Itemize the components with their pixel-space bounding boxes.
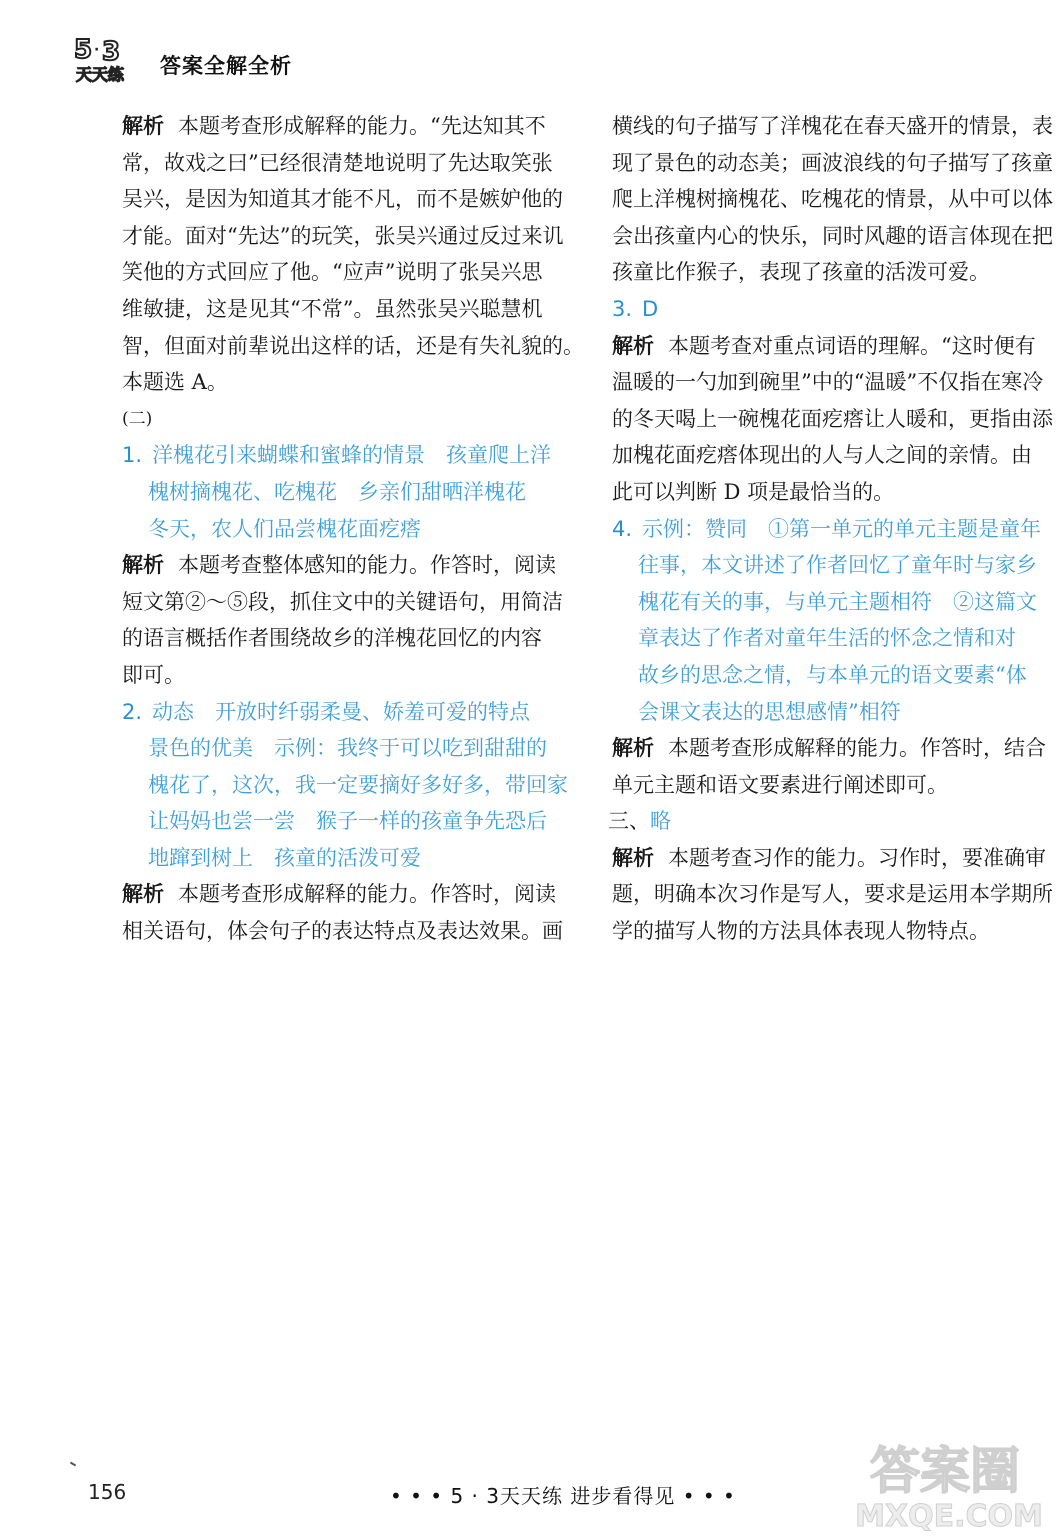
analysis-line: 孩童比作猴子，表现了孩童的活泼可爱。 [612, 260, 990, 285]
svg-text:天天练: 天天练 [76, 65, 125, 84]
question-number: 1. [122, 443, 143, 468]
analysis-line: 智，但面对前辈说出这样的话，还是有失礼貌的。 [122, 333, 584, 358]
section-answer: 略 [650, 809, 671, 834]
analysis-line: 本题选 A。 [122, 370, 228, 395]
left-column [122, 108, 584, 950]
analysis-line: 解析 本题考查整体感知的能力。作答时，阅读 [122, 553, 556, 578]
svg-text:·: · [94, 42, 100, 58]
analysis-tag: 解析 [612, 333, 654, 358]
section-heading-3 [608, 803, 1024, 840]
page-number: 156 [88, 1480, 127, 1504]
answer-line: 章表达了作者对童年生活的怀念之情和对 [638, 626, 1016, 651]
answer-line: 故乡的思念之情，与本单元的语文要素“体 [638, 662, 1027, 687]
analysis-line: 吴兴，是因为知道其才能不凡，而不是嫉妒他的 [122, 187, 563, 212]
brand-logo [72, 32, 142, 84]
answer-choice: D [642, 296, 659, 321]
analysis-line: 解析 本题考查习作的能力。习作时，要准确审 [612, 845, 1046, 870]
analysis-line: 解析 本题考查对重点词语的理解。“这时便有 [612, 333, 1036, 358]
analysis-line: 学的描写人物的方法具体表现人物特点。 [612, 919, 990, 944]
header-title: 答案全解全析 [160, 54, 292, 78]
right-column [608, 108, 1053, 950]
question-number: 2. [122, 699, 143, 724]
analysis-line: 解析 本题考查形成解释的能力。“先达知其不 [122, 114, 546, 138]
question-number: 4. [612, 516, 633, 541]
answer-line: 冬天，农人们品尝槐花面疙瘩 [148, 516, 421, 541]
answer-line: 2. 动态 开放时纤弱柔曼、娇羞可爱的特点 [122, 699, 531, 724]
watermark-logo [845, 1432, 1045, 1532]
answer-line: 槐树摘槐花、吃槐花 乡亲们甜晒洋槐花 [148, 479, 526, 504]
analysis-line: 的语言概括作者围绕故乡的洋槐花回忆的内容 [122, 626, 542, 651]
analysis-line: 维敏捷，这是见其“不常”。虽然张吴兴聪慧机 [122, 296, 543, 321]
answer-line: 会课文表达的思想感情”相符 [638, 699, 901, 724]
answer-line: 1. 洋槐花引来蝴蝶和蜜蜂的情景 孩童爬上洋 [122, 443, 552, 468]
analysis-line: 才能。面对“先达”的玩笑，张吴兴通过反过来讥 [122, 223, 564, 248]
analysis-line: 的冬天喝上一碗槐花面疙瘩让人暖和，更指由添 [612, 406, 1053, 431]
svg-text:3: 3 [102, 37, 121, 67]
answer-line: 景色的优美 示例：我终于可以吃到甜甜的 [148, 736, 547, 761]
watermark-text-bottom: MXQE.COM [855, 1499, 1043, 1532]
section-heading-2: (二) [122, 408, 153, 429]
answer-line: 让妈妈也尝一尝 猴子一样的孩童争先恐后 [148, 809, 547, 834]
analysis-line: 相关语句，体会句子的表达特点及表达效果。画 [122, 919, 563, 944]
analysis-tag: 解析 [122, 882, 164, 907]
analysis-line: 题，明确本次习作是写人，要求是运用本学期所 [612, 882, 1053, 907]
answer-line [612, 291, 1024, 328]
footer-slogan: • • • 5 · 3天天练 进步看得见 • • • [390, 1484, 736, 1508]
analysis-line: 解析 本题考查形成解释的能力。作答时，结合 [612, 736, 1046, 761]
answer-line: 往事，本文讲述了作者回忆了童年时与家乡 [638, 553, 1037, 578]
question-number: 3. [612, 296, 633, 321]
answer-line: 4. 示例：赞同 ①第一单元的单元主题是童年 [612, 516, 1042, 541]
page-header [60, 28, 460, 88]
analysis-line: 爬上洋槐树摘槐花、吃槐花的情景，从中可以体 [612, 187, 1053, 212]
analysis-tag: 解析 [612, 845, 654, 870]
analysis-line: 温暖的一勺加到碗里”中的“温暖”不仅指在寒冷 [612, 370, 1044, 395]
analysis-line: 常，故戏之曰”已经很清楚地说明了先达取笑张 [122, 150, 553, 175]
answer-line: 槐花有关的事，与单元主题相符 ②这篇文 [638, 589, 1037, 614]
svg-text:5: 5 [74, 35, 93, 65]
analysis-line: 笑他的方式回应了他。“应声”说明了张吴兴思 [122, 260, 543, 285]
analysis-line: 单元主题和语文要素进行阐述即可。 [612, 772, 948, 797]
answer-line: 槐花了，这次，我一定要摘好多好多，带回家 [148, 772, 568, 797]
analysis-tag: 解析 [612, 736, 654, 761]
analysis-line: 即可。 [122, 662, 185, 687]
answer-line: 地蹿到树上 孩童的活泼可爱 [148, 845, 421, 870]
watermark-text-top: 答案圈 [870, 1442, 1020, 1500]
analysis-tag: 解析 [122, 114, 164, 138]
footer-mark [70, 1462, 76, 1467]
analysis-line: 短文第②～⑤段，抓住文中的关键语句，用简洁 [122, 589, 563, 614]
analysis-line: 现了景色的动态美；画波浪线的句子描写了孩童 [612, 150, 1053, 175]
analysis-line: 此可以判断 D 项是最恰当的。 [612, 479, 895, 504]
section-label: 三、 [608, 809, 650, 834]
analysis-tag: 解析 [122, 553, 164, 578]
analysis-line: 横线的句子描写了洋槐花在春天盛开的情景，表 [612, 114, 1053, 138]
analysis-line: 解析 本题考查形成解释的能力。作答时，阅读 [122, 882, 556, 907]
analysis-line: 会出孩童内心的快乐，同时风趣的语言体现在把 [612, 223, 1053, 248]
analysis-line: 加槐花面疙瘩体现出的人与人之间的亲情。由 [612, 443, 1032, 468]
